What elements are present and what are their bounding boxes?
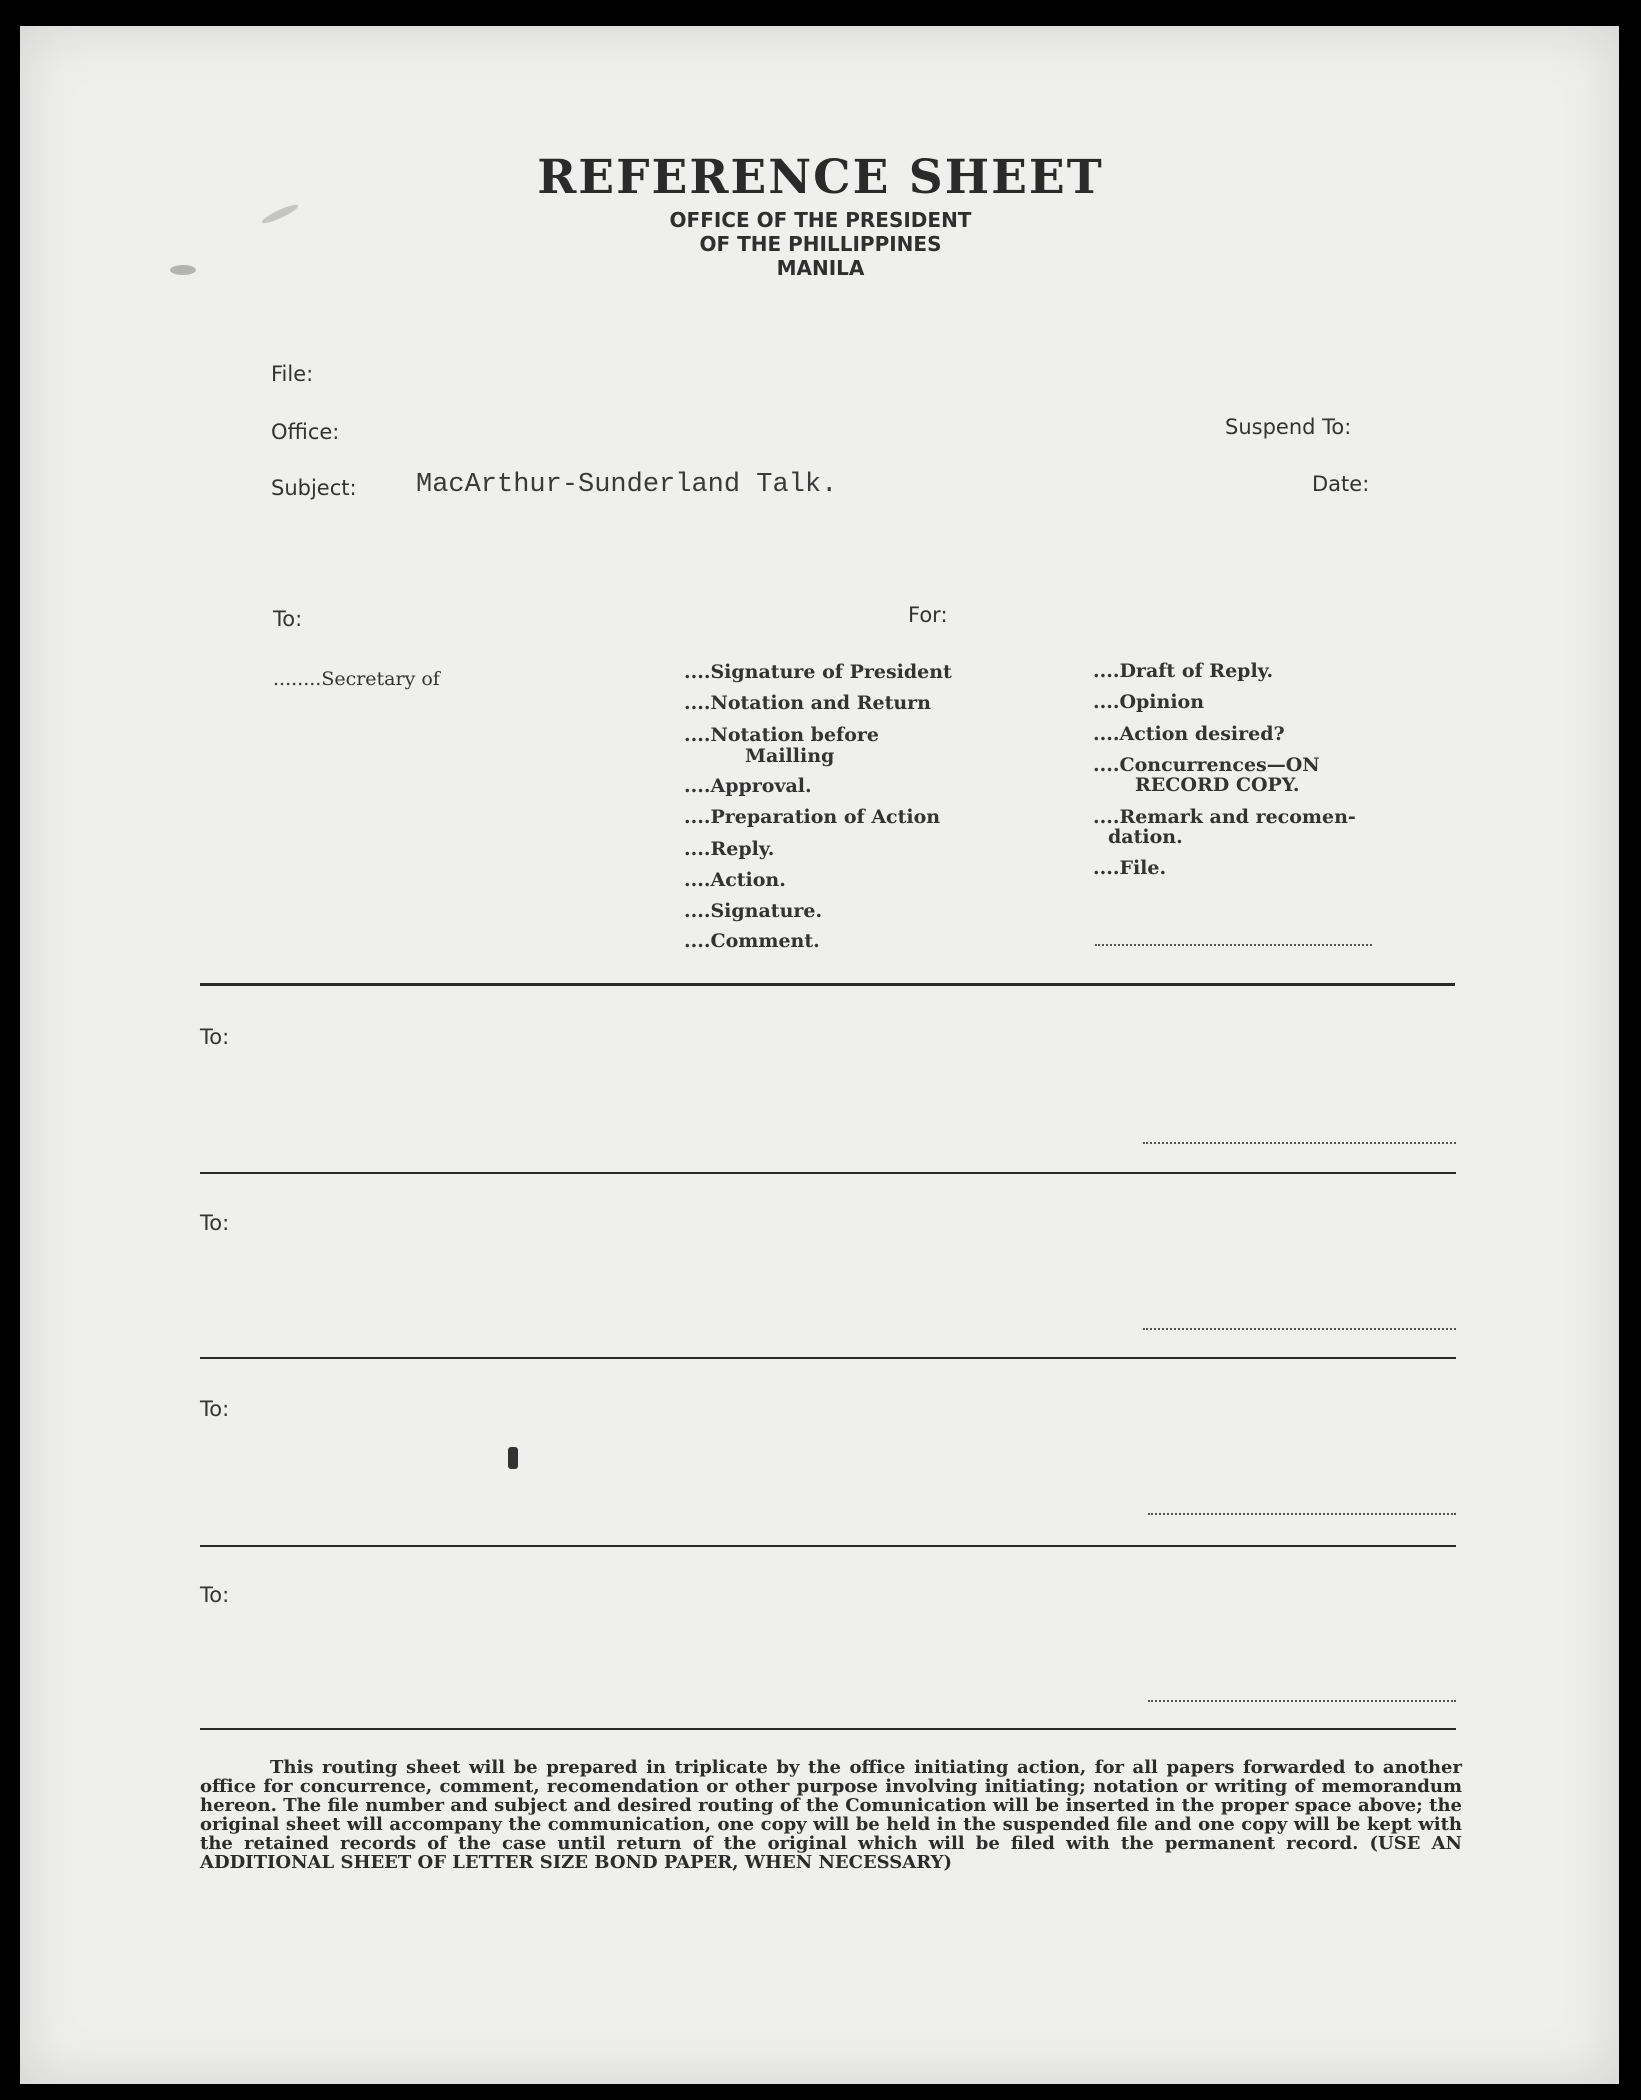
routing-to-3: To: — [200, 1397, 230, 1421]
option-action-desired: ....Action desired? — [1093, 723, 1285, 745]
routing-signature-line-1 — [1143, 1142, 1456, 1144]
option-action: ....Action. — [684, 869, 786, 891]
option-signature-of-president: ....Signature of President — [684, 661, 952, 683]
routing-to-2: To: — [200, 1211, 230, 1235]
routing-signature-line-4 — [1148, 1700, 1456, 1702]
smudge-mark — [170, 265, 196, 275]
option-file: ....File. — [1093, 857, 1167, 879]
for-label: For: — [908, 603, 948, 627]
option-draft-of-reply: ....Draft of Reply. — [1093, 660, 1274, 682]
subject-label: Subject: — [271, 476, 357, 500]
option-notation-and-return: ....Notation and Return — [684, 692, 931, 714]
routing-divider-1 — [200, 1172, 1456, 1174]
date-label: Date: — [1312, 472, 1370, 496]
blank-option-line — [1095, 944, 1372, 946]
file-label: File: — [271, 362, 314, 386]
option-preparation-of-action: ....Preparation of Action — [684, 806, 941, 828]
suspend-to-label: Suspend To: — [1225, 415, 1352, 439]
option-signature: ....Signature. — [684, 900, 823, 922]
office-label: Office: — [271, 420, 340, 444]
subject-value: MacArthur-Sunderland Talk. — [416, 470, 838, 500]
office-line-2: OF THE PHILLIPPINES — [699, 232, 942, 256]
option-concurrences-cont: RECORD COPY. — [1135, 774, 1300, 796]
routing-to-1: To: — [200, 1025, 230, 1049]
option-notation-before: ....Notation before — [684, 724, 880, 746]
to-label: To: — [273, 607, 303, 631]
option-comment: ....Comment. — [684, 930, 820, 952]
routing-signature-line-2 — [1143, 1328, 1456, 1330]
routing-divider-3 — [200, 1545, 1456, 1547]
option-concurrences: ....Concurrences—ON — [1093, 754, 1320, 776]
option-notation-before-cont: Mailling — [745, 745, 835, 767]
routing-divider-2 — [200, 1357, 1456, 1359]
option-remark-cont: dation. — [1108, 826, 1183, 848]
section-divider — [200, 983, 1455, 986]
page-title: REFERENCE SHEET — [537, 150, 1104, 205]
option-remark: ....Remark and recomen- — [1093, 806, 1356, 828]
office-line-1: OFFICE OF THE PRESIDENT — [669, 208, 972, 232]
routing-to-4: To: — [200, 1583, 230, 1607]
instructions-text: This routing sheet will be prepared in triplicate by the office initiating action, for all papers forwarded to another office for concurrence, comment, recomendation or other purpose involving initiating; notation or writing of memorandum hereon. The file number and subject and desired routing of the Comunication will be inserted in the proper space above; the original sheet will accompany the communication, one copy will be held in the suspended file and one copy will be kept with the retained records of the case until return of the original which will be filed with the permanent record. (USE AN ADDITIONAL SHEET OF LETTER SIZE BOND PAPER, WHEN NECESSARY) — [200, 1757, 1462, 1873]
routing-signature-line-3 — [1148, 1513, 1456, 1515]
ink-blot-mark — [508, 1447, 518, 1469]
option-reply: ....Reply. — [684, 838, 775, 860]
option-opinion: ....Opinion — [1093, 691, 1205, 713]
routing-divider-4 — [200, 1728, 1456, 1730]
secretary-of-option: ........Secretary of — [273, 668, 440, 690]
instructions-note — [200, 1758, 1462, 1872]
option-approval: ....Approval. — [684, 775, 812, 797]
office-line-3: MANILA — [776, 256, 865, 280]
